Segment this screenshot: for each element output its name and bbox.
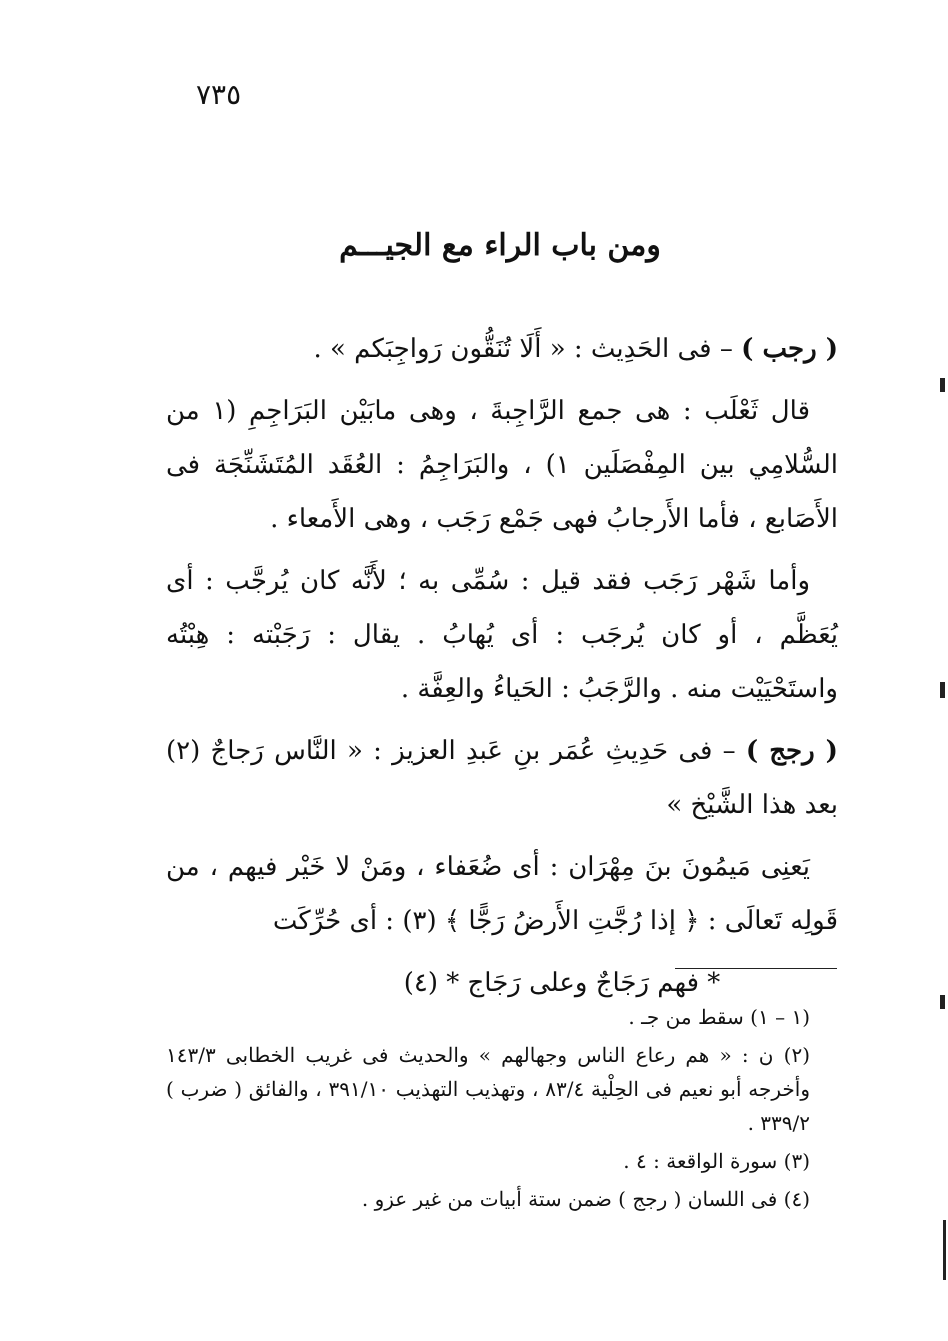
scan-edge-mark: [940, 682, 945, 698]
footnote-divider: [675, 968, 837, 969]
entry-rajab-para-2: قال ثَعْلَب : هى جمع الرَّاجِبةَ ، وهى مابَيْن البَرَاجِمِ (١ من السُّلامِي بين المِفْصَلَين ١) ، والبَرَاجِمُ : العُقَد المُتَشَنِّجَة فى الأَصَابع ، فأما الأَرجابُ فهى جَمْع رَجَب ، وهى الأَمعاء .: [166, 396, 839, 534]
entry-rajab-intro: [166, 322, 838, 376]
verse-line: * فهم رَجَاجٌ وعلى رَجَاج * (٤): [403, 968, 721, 998]
section-heading: ومن باب الراء مع الجيـــم: [339, 228, 661, 263]
entry-rajj-intro: [166, 724, 838, 832]
footnotes: [166, 1000, 838, 1220]
scan-edge-mark: [940, 378, 945, 392]
headword-rajj: ( رجج ): [745, 736, 838, 766]
scan-edge-mark: [943, 1220, 946, 1280]
footnote-3: (٣) سورة الواقعة : ٤ .: [623, 1149, 810, 1173]
entry-text: – فى حَدِيثِ عُمَر بنِ عَبدِ العزيز : « النَّاس رَجاجٌ (٢) بعد هذا الشَّيْخ »: [166, 736, 838, 820]
headword-rajab: ( رجب ): [741, 334, 838, 364]
entry-rajj-para-2: يَعنِى مَيمُونَ بنَ مِهْرَان : أى ضُعَفاء ، ومَنْ لا خَيْر فيهم ، من قَولِه تَعالَى : ﴿ إذا رُجَّتِ الأَرضُ رَجًّا ﴾ (٣) : أى حُرِّكَت: [166, 852, 838, 936]
scan-edge-mark: [940, 995, 945, 1009]
page-number: ٧٣٥: [196, 78, 242, 111]
footnote-2: (٢) ن : « هم رعاع الناس وجهالهم » والحديث فى غريب الخطابى ١٤٣/٣ وأخرجه أبو نعيم فى الحِلْية ٨٣/٤ ، وتهذيب التهذيب ٣٩١/١٠ ، والفائق ( ضرب ) ٣٣٩/٢ .: [166, 1043, 810, 1135]
entry-text: – فى الحَدِيث : « أَلَا تُنَقُّون رَواجِبَكم » .: [313, 334, 742, 364]
footnote-1: (١ – ١) سقط من جـ .: [628, 1005, 810, 1029]
footnote-4: (٤) فى اللسان ( رجج ) ضمن ستة أبيات من غير عزو .: [361, 1187, 810, 1211]
body-text: [166, 322, 838, 1010]
entry-rajab-para-3: وأما شَهْر رَجَب فقد قيل : سُمِّى به ؛ لأَنَّه كان يُرجَّب : أى يُعَظَّم ، أو كان يُرجَب : أى يُهابُ . يقال : رَجَبْته : هِبْتُه واستَحْيَيْت منه . والرَّجَبُ : الحَياءُ والعِفَّة .: [166, 566, 838, 704]
